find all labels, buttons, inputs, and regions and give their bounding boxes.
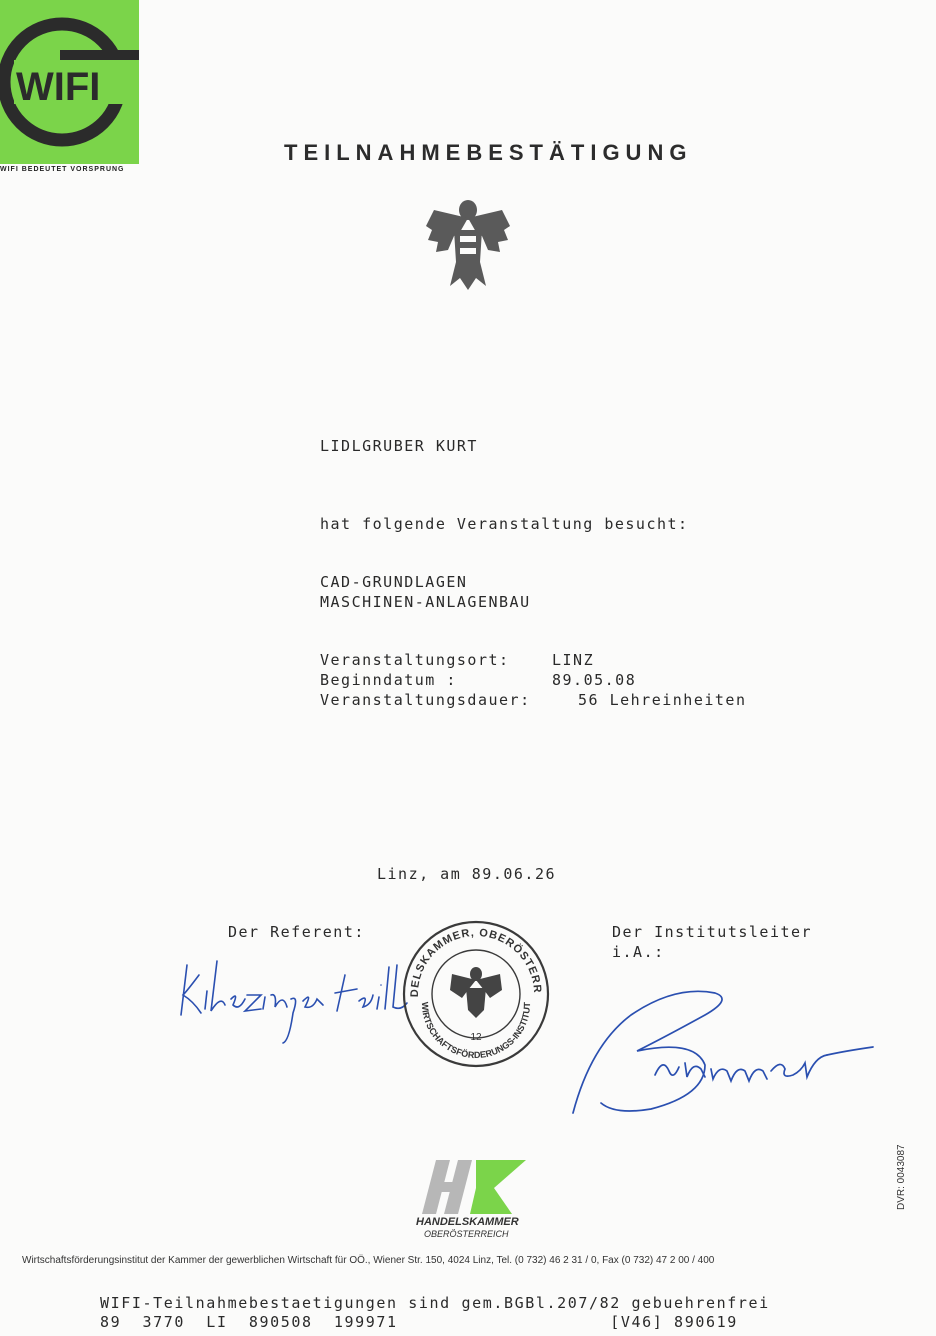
logo-tagline: WIFI BEDEUTET VORSPRUNG [0,166,125,173]
referent-signature [175,955,410,1049]
stamp-number: 12 [470,1032,482,1043]
wifi-logo-text: WIFI [16,65,101,109]
stamp-eagle-icon [450,967,502,1018]
start-date-label: Beginndatum : [320,671,457,689]
start-date-value: 89.05.08 [552,671,637,689]
wifi-logo [0,0,139,164]
course-title-line2: MASCHINEN-ANLAGENBAU [320,593,531,611]
eagle-emblem-icon [424,196,512,296]
dvr-number: DVR: 0043087 [896,1144,907,1210]
handelskammer-sub: OBERÖSTERREICH [424,1229,509,1239]
handelskammer-logo [414,1160,530,1220]
duration-label: Veranstaltungsdauer: [320,691,531,709]
wifi-logo-mark [0,0,139,164]
handelskammer-name: HANDELSKAMMER [416,1216,519,1228]
leiter-signature [555,985,885,1129]
stamp-top-text: DELSKAMMER, OBERÖSTERR [408,926,544,998]
leiter-sub-label: i.A.: [612,943,665,961]
referent-label: Der Referent: [228,923,365,941]
fee-note: WIFI-Teilnahmebestaetigungen sind gem.BGBl.207/82 gebuehrenfrei [100,1294,770,1312]
leiter-label: Der Institutsleiter [612,923,813,941]
stamp-bottom-text: WIRTSCHAFTSFÖRDERUNGS-INSTITUT [419,1001,533,1061]
institute-footer: Wirtschaftsförderungsinstitut der Kammer der gewerblichen Wirtschaft für OÖ., Wiener Str. 150, 4024 Linz, Tel. (0 732) 46 2 31 / 0, Fax (0 732) 47 2 00 / 400 [22,1255,715,1266]
participant-name: LIDLGRUBER KURT [320,437,478,455]
duration-value: 56 Lehreinheiten [578,691,747,709]
intro-text: hat folgende Veranstaltung besucht: [320,515,689,533]
course-title-line1: CAD-GRUNDLAGEN [320,573,468,591]
location-label: Veranstaltungsort: [320,651,510,669]
official-stamp [400,918,552,1074]
place-date: Linz, am 89.06.26 [377,865,557,883]
document-title: TEILNAHMEBESTÄTIGUNG [284,140,693,165]
location-value: LINZ [552,651,595,669]
reference-codes: 89 3770 LI 890508 199971 [V46] 890619 [100,1313,738,1331]
